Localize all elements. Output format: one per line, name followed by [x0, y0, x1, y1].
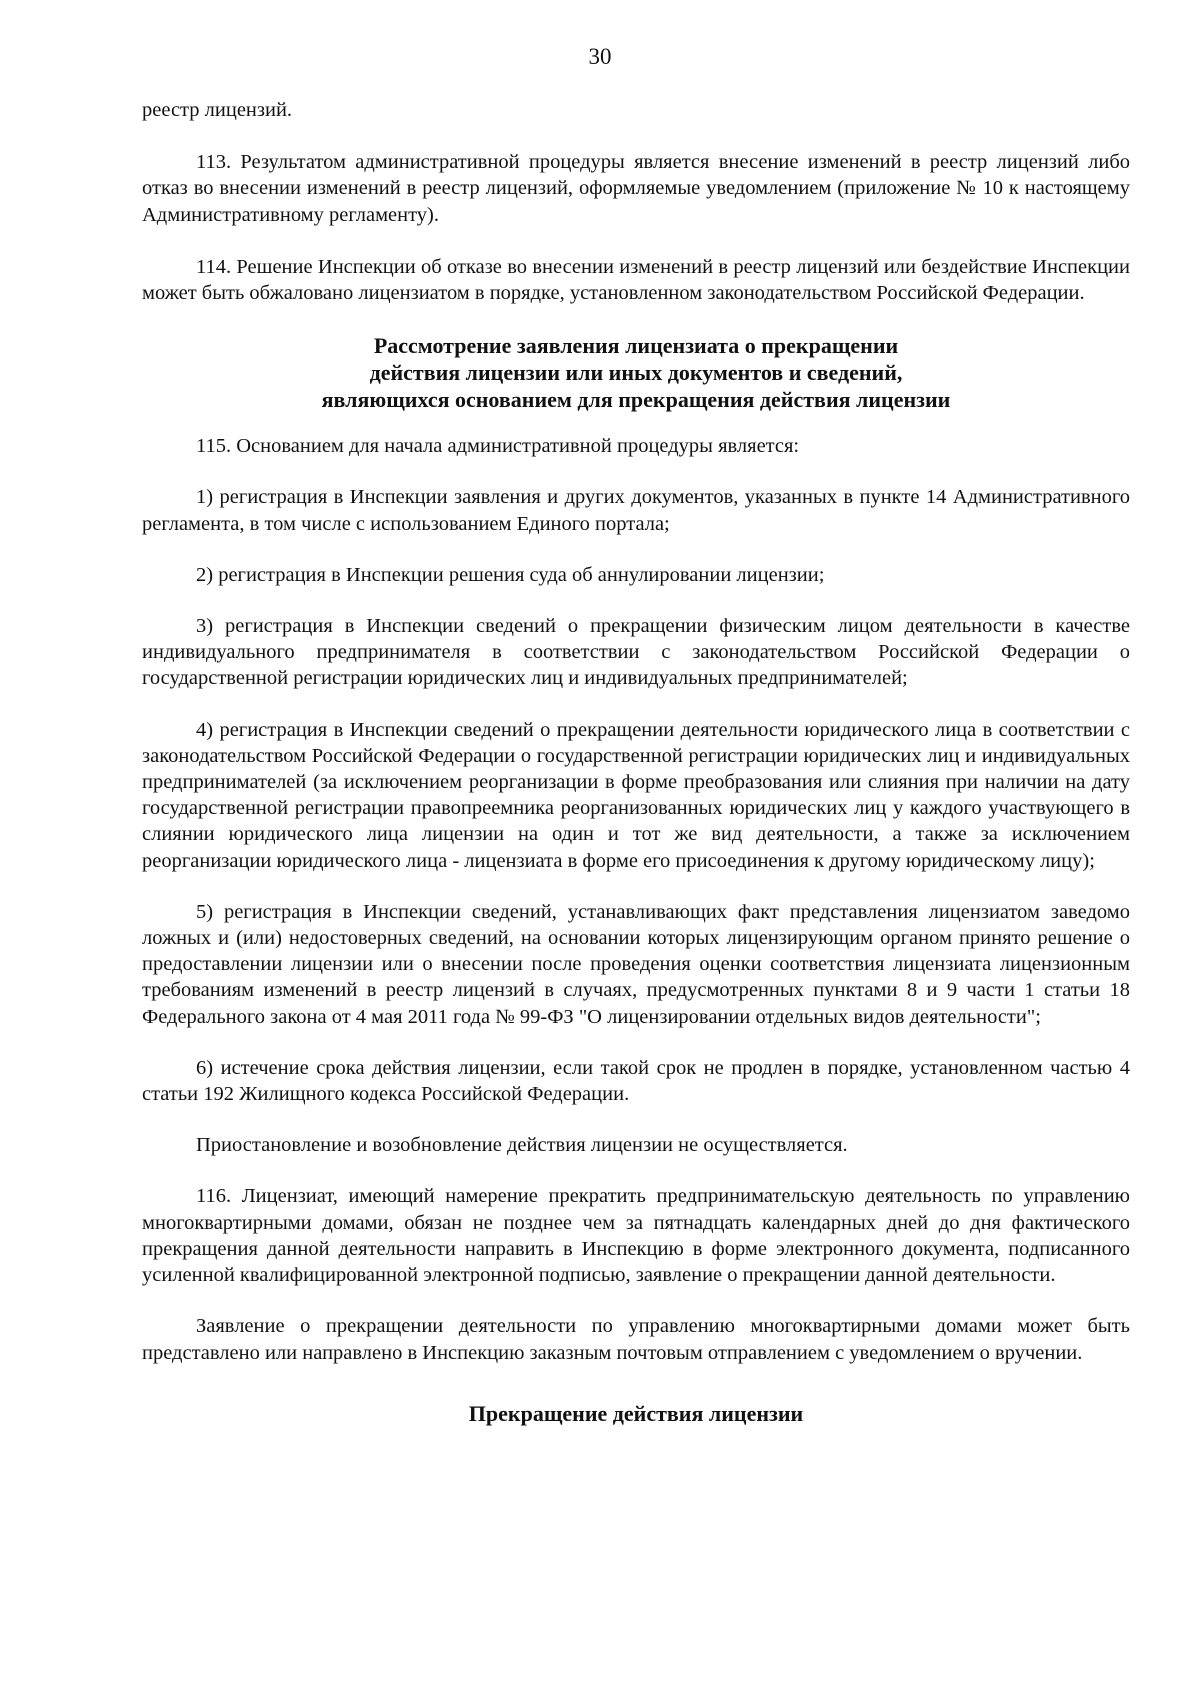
section-heading-license-termination: Прекращение действия лицензии — [468, 1400, 804, 1426]
paragraph-115: 115. Основанием для начала административной процедуры является: — [196, 435, 800, 458]
heading-line-1: Рассмотрение заявления лицензиата о прекращении — [373, 333, 899, 359]
list-item-6: 6) истечение срока действия лицензии, если такой срок не продлен в порядке, установленном частью 4 статьи 192 Жилищного кодекса Российской Федерации. — [142, 1056, 1130, 1106]
list-item-1: 1) регистрация в Инспекции заявления и других документов, указанных в пункте 14 Административного регламента, в том числе с использованием Единого портала; — [142, 486, 1130, 535]
paragraph-116-note: Заявление о прекращении деятельности по управлению многоквартирными домами может быть представлено или направлено в Инспекцию заказным почтовым отправлением с уведомлением о вручении. — [142, 1315, 1130, 1364]
list-item-2: 2) регистрация в Инспекции решения суда об аннулировании лицензии; — [196, 563, 825, 586]
heading-line-3: являющихся основанием для прекращения действия лицензии — [321, 387, 951, 413]
paragraph-114: 114. Решение Инспекции об отказе во внесении изменений в реестр лицензий или бездействие Инспекции может быть обжаловано лицензиатом в порядке, установленном законодательством Российской Федерации. — [142, 255, 1130, 305]
page-number: 30 — [588, 44, 612, 69]
heading-line-2: действия лицензии или иных документов и сведений, — [369, 360, 903, 386]
section-heading-termination-review — [142, 332, 1130, 413]
paragraph-116: 116. Лицензиат, имеющий намерение прекратить предпринимательскую деятельность по управлению многоквартирными домами, обязан не позднее чем за пятнадцать календарных дней до дня фактического прекращения данной деятельности направить в Инспекцию в форме электронного документа, подписанного усиленной квалифицированной электронной подписью, заявление о прекращении данной деятельности. — [142, 1185, 1130, 1287]
list-item-4: 4) регистрация в Инспекции сведений о прекращении деятельности юридического лица в соответствии с законодательством Российской Федерации о государственной регистрации юридических лиц и индивидуальных предпринимателей (за исключением реорганизации в форме преобразования или слияния при наличии на дату государственной регистрации правопреемника реорганизованных юридических лиц у каждого участвующего в слиянии юридического лица лицензии на один и тот же вид деятельности, а также за исключением реорганизации юридического лица - лицензиата в форме его присоединения к другому юридическому лицу); — [142, 718, 1130, 872]
paragraph-113: 113. Результатом административной процедуры является внесение изменений в реестр лицензий либо отказ во внесении изменений в реестр лицензий, оформляемые уведомлением (приложение № 10 к настоящему Административному регламенту). — [142, 151, 1130, 226]
lead-fragment: реестр лицензий. — [142, 99, 293, 121]
list-item-5: 5) регистрация в Инспекции сведений, устанавливающих факт представления лицензиатом заведомо ложных и (или) недостоверных сведений, на основании которых лицензирующим органом принято решение о предоставлении лицензии или о внесении после проведения оценки соответствия лицензиата лицензионным требованиям изменений в реестр лицензий в случаях, предусмотренных пунктами 8 и 9 части 1 статьи 18 Федерального закона от 4 мая 2011 года № 99-ФЗ "О лицензировании отдельных видов деятельности"; — [142, 900, 1130, 1028]
suspension-note: Приостановление и возобновление действия лицензии не осуществляется. — [196, 1134, 848, 1157]
document-body — [142, 97, 1130, 1427]
list-item-3: 3) регистрация в Инспекции сведений о прекращении физическим лицом деятельности в качестве индивидуального предпринимателя в соответствии с законодательством Российской Федерации о государственной регистрации юридических лиц и индивидуальных предпринимателей; — [142, 615, 1130, 690]
